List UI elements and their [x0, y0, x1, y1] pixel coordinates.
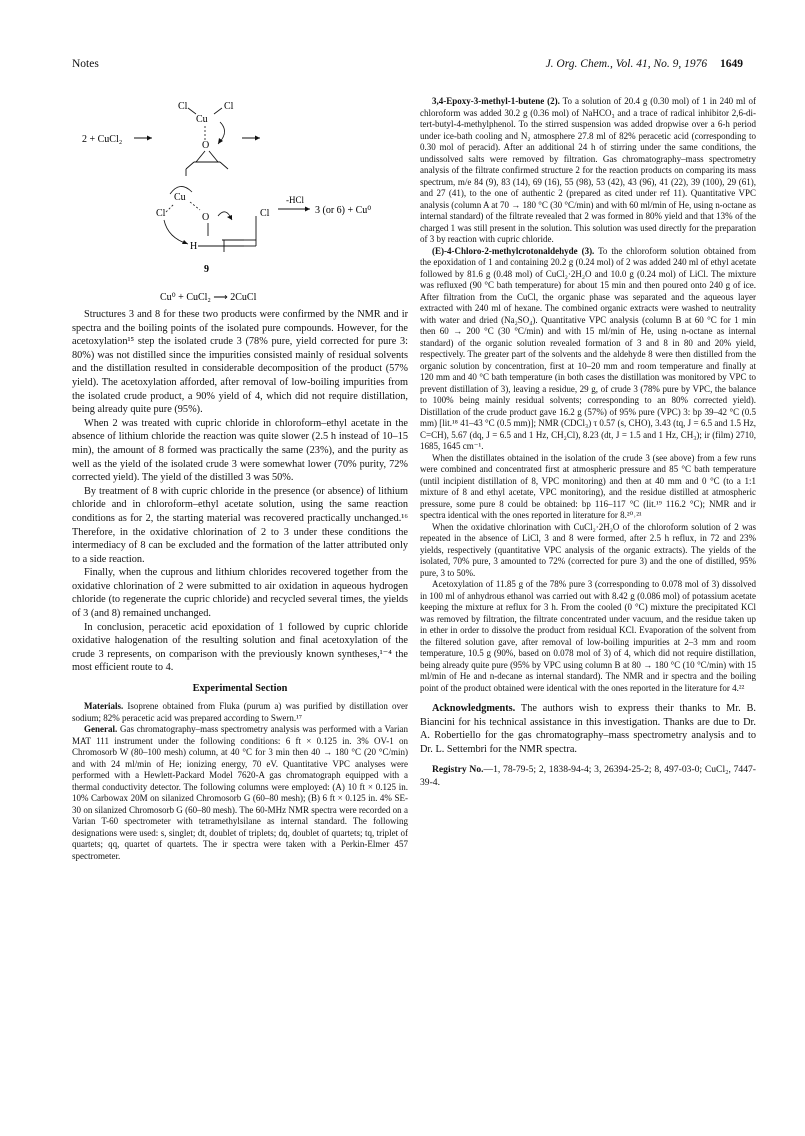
- scheme-o-mid: O: [202, 212, 210, 223]
- scheme-h-mid: H: [190, 241, 198, 252]
- acknowledgments: [420, 702, 756, 756]
- paragraph: [420, 764, 756, 788]
- paragraph: [420, 702, 756, 756]
- ack-body: The authors wish to express their thanks to Mr. B. Biancini for his technical assistance in this investigation. Thanks are due to Dr. A. Robertiello for the gas chromatography–mass spectrometry analysis and to Dr. L. Settembri for the NMR spectra.: [420, 703, 756, 755]
- left-column: [72, 96, 408, 862]
- scheme-cu-top: Cu: [196, 114, 208, 125]
- experimental-text: [72, 701, 408, 862]
- paragraph-lead: Materials.: [84, 701, 124, 712]
- scheme-cl-right: Cl: [224, 101, 234, 112]
- right-column: [420, 96, 756, 789]
- paragraph: [72, 724, 408, 862]
- ack-lead: Acknowledgments.: [432, 703, 516, 714]
- registry-lead: Registry No.: [432, 764, 484, 776]
- paragraph-lead: General.: [84, 724, 118, 735]
- scheme-cu-mid: Cu: [174, 192, 186, 203]
- scheme-elim-label: -HCl: [286, 195, 304, 205]
- paragraph-body: When the oxidative chlorination with CuCl₂·2H₂O of the chloroform solution of 2 was repeated in the absence of LiCl, 3 and 8 were formed, after 2.5 h reflux, in 72 and 23% yields, respectively (quantitative VPC analysis of the organic extracts). The yields of the isolated, 70% pure, 3 amounted to 72% (corrected for pure 3) and the one of distilled, 95% pure, 3 to 50%.: [420, 521, 756, 578]
- scheme-redox: Cu⁰ + CuCl₂ ⟶ 2CuCl: [160, 292, 257, 303]
- paragraph: Structures 3 and 8 for these two products were confirmed by the NMR and ir spectra and the boiling points of the isolated pure compounds. However, for the acetoxylation¹⁵ step the isolated crude 3 (78% pure, yield corrected for pure 3: 80%) was not distilled since the impurities consisted mainly of residual solvents and the distillation resulted in considerable decomposition of the product (57% yield). The acetoxylation afforded, after removal of low-boiling impurities from the isolated crude product, a 90% yield of 4, which did not require distillation, being already quite pure (95%).: [72, 309, 408, 416]
- reaction-scheme-drawing: [72, 96, 408, 308]
- paragraph-body: Gas chromatography–mass spectrometry analysis was performed with a Varian MAT 111 instrument under the following conditions: 6 ft × 0.125 in. 3% OV-1 on Chromosorb W (80–100 mesh) column, at 40 °C for 3 min then 40 → 180 °C (20 °C/min) and with 24 ml/min of He; ionizing energy, 70 eV. Quantitative VPC analyses were performed with a Hewlett-Packard Model 7620-A gas chromatograph equipped with a thermal conductivity detector. The following columns were employed: (A) 10 ft × 0.125 in. 10% Carbowax 20M on silanized Chromosorb G (60–80 mesh); (B) 6 ft × 0.125 in. 4% SE-30 on silanized Chromosorb G (60–80 mesh). The 60-MHz NMR spectra were recorded on a Varian T-60 spectrometer with tetramethylsilane as internal standard. The following designations were used: s, singlet; dt, doublet of triplets; dq, doublet of quartets; tq, triplet of quartets; qq, quartet of quartets. The ir spectra were taken with a Perkin-Elmer 457 spectrometer.: [72, 724, 408, 861]
- paragraph-lead: 3,4-Epoxy-3-methyl-1-butene (2).: [432, 96, 560, 106]
- running-header-right: [546, 58, 743, 70]
- paragraph: [420, 96, 756, 246]
- paragraph-body: Isoprene obtained from Fluka (purum a) was purified by distillation over sodium; 82% peracetic acid was prepared according to Swern.¹⁷: [72, 701, 408, 723]
- scheme-compound-number: 9: [204, 264, 209, 275]
- paragraph: [420, 453, 756, 522]
- discussion-text: [72, 308, 408, 675]
- reaction-scheme: [72, 96, 408, 308]
- paragraph-body: Acetoxylation of 11.85 g of the 78% pure 3 (corresponding to 0.078 mol of 3) dissolved in 100 ml of anhydrous ethanol was carried out with 8.42 g (0.086 mol) of potassium acetate keeping the mixture at reflux for 3 h. From the cooled (0 °C) mixture the precipitated KCl was removed by filtration, the filtrate concentrated under vacuum, and the residue taken up in ether in order to dissolve the product from residual KCl. Evaporation of the solvent from the filtered solution gave, after removal of low-boiling impurities at 2–3 mm and room temperature, 10.5 g (90%, based on 0.078 mol of 3) of 4, which did not require distillation, being already quite pure (95% by VPC using column B at 80 → 180 °C (10 °C/min) with 15 ml/min of He and n-decane as internal standard). The NMR and ir spectra and the boiling point of the product obtained were identical with the ones reported in the literature for 4.²²: [420, 579, 756, 693]
- paragraph-body: When the distillates obtained in the isolation of the crude 3 (see above) from a few runs were combined and concentrated first at atmospheric pressure and 85 °C bath temperature (until incipient distillation of 8, VPC monitoring) and then at 40 mm and 0 °C (to a 1:1 mixture of 8 and ethyl acetate, VPC monitoring), and the residue distilled at atmospheric pressure, some pure 8 could be obtained: bp 116–117 °C (lit.¹⁹ 116.2 °C); NMR and ir spectra identical with the ones reported in literature for 8.²⁰˒²¹: [420, 452, 756, 520]
- section-heading: Experimental Section: [192, 683, 288, 695]
- scheme-cl-left: Cl: [178, 101, 188, 112]
- scheme-cl-mid-right: Cl: [260, 208, 270, 219]
- registry-body: —1, 78-79-5; 2, 1838-94-4; 3, 26394-25-2; 8, 497-03-0; CuCl₂, 7447-39-4.: [420, 764, 756, 788]
- registry-numbers: [420, 764, 756, 788]
- journal-volume: Vol. 41, No. 9, 1976: [615, 58, 708, 70]
- paragraph: [72, 701, 408, 724]
- paragraph: [420, 522, 756, 580]
- paragraph: By treatment of 8 with cupric chloride in the presence (or absence) of lithium chloride and in chloroform–ethyl acetate solution, using the same reaction conditions as for 2, the starting material was recovered practically unchanged.¹⁶ Therefore, in the oxidative chlorination of 2 to 3 under these conditions the intermediacy of 8 can be excluded and the formation of the latter attributed only to a side reaction.: [72, 485, 408, 565]
- scheme-product: 3 (or 6) + Cu⁰: [315, 205, 372, 216]
- paragraph: Finally, when the cuprous and lithium chlorides recovered together from the oxidative chlorination of 2 were submitted to air oxidation in aqueous hydrogen chloride (to regenerate the cupric chloride) and recycled several times, the yields of 3 (and 8) remained unchanged.: [72, 567, 408, 620]
- page-number: 1649: [720, 58, 743, 70]
- paragraph: [420, 579, 756, 694]
- scheme-reactants: 2 + CuCl₂: [82, 134, 123, 145]
- scheme-cl-mid-left: Cl: [156, 208, 166, 219]
- running-header-left: Notes: [72, 58, 99, 70]
- paragraph-lead: (E)-4-Chloro-2-methylcrotonaldehyde (3).: [432, 245, 595, 256]
- paragraph-body: To the chloroform solution obtained from the epoxidation of 1 and containing 20.2 g (0.24 mol) of 2 was added 240 ml of ethyl acetate followed by 81.6 g (0.48 mol) of CuCl₂·2H₂O and 10.0 g (0.24 mol) of LiCl. The mixture was refluxed (90 °C bath temperature) for about 15 min and then poured onto 240 g of ice. After filtration from the CuCl, the organic phase was separated and the aqueous layer extracted with 240 ml of hexane. The combined organic extracts were washed to neutrality with water and dried (Na₂SO₄). Quantitative VPC analysis (column B at 60 °C for 1 min then 60 → 200 °C (30 °C/min) and with 15 ml/min of He, using n-octane as internal standard) of the organic solution revealed formation of 3 and 8 in 80 and 20% yield, respectively. The greater part of the solvents and the aldehyde 8 were then distilled from the organic solution by concentration, first at 10–20 mm and room temperature and finally at 120 mm and 40 °C bath temperature (in both cases the distillation was monitored by VPC to prevent distillation of 3), leaving a residue, 29 g, of crude 3 (78% pure by VPC, the balance to 100% being mainly residual solvents; corresponding to an 80% corrected yield). Distillation of the crude product gave 16.2 g (57%) of 95% pure (VPC) 3: bp 39–42 °C (0.5 mm) [lit.¹⁸ 41–43 °C (0.5 mm)]; NMR (CDCl₃) τ 0.57 (s, CHO), 3.43 (tq, J = 6.5 and 1.5 Hz, C=CH), 5.67 (dq, J = 6.5 and 1 Hz, CH₂Cl), 8.23 (dt, J = 1.5 and 1 Hz, CH₃); ir (film) 2710, 1685, 1645 cm⁻¹.: [420, 245, 756, 451]
- paragraph: In conclusion, peracetic acid epoxidation of 1 followed by cupric chloride oxidative halogenation of the resulting solution and final acetoxylation of the crude 3 represents, on comparison with the previously known syntheses,¹⁻⁴ the most efficient route to 4.: [72, 621, 408, 674]
- paragraph: [420, 246, 756, 453]
- scheme-o-top: O: [202, 140, 210, 151]
- paragraph-body: To a solution of 20.4 g (0.30 mol) of 1 in 240 ml of chloroform was added 30.2 g (0.36 mol) of NaHCO₃ and a trace of radical inhibitor 2,6-di-tert-butyl-4-methylphenol. To the stirred suspension was added dropwise over a 6-h period under ice-bath cooling and N₂ atmosphere 27.8 ml of 82% peracetic acid (corresponding to 0.30 mol of peracid). After an additional 24 h of stirring under the same conditions, the undissolved salts were removed by filtration. Gas chromatography–mass spectrometry analysis of the filtrate confirmed structure 2 for the reaction products on comparing its mass spectrum, m/e 84 (9), 83 (14), 69 (16), 55 (98), 53 (42), 43 (96), 41 (22), 39 (100), 29 (61), and 27 (41), to the one of authentic 2 (prepared as cited under ref 11). Quantitative VPC analysis (column A at 70 → 180 °C (30 °C/min) and with 60 ml/min of He, using n-octane as internal standard) of the filtrate revealed that 2 was formed in 80% yield and that 13% of the charged 1 was still present in the solution. This solution was used directly for the preparation of 3 by reaction with cupric chloride.: [420, 96, 756, 244]
- journal-name: J. Org. Chem.,: [545, 58, 613, 70]
- paragraph: When 2 was treated with cupric chloride in chloroform–ethyl acetate in the absence of lithium chloride the reaction was quite slower (2.5 h instead of 10–15 min), the amount of 8 formed was practically the same (23%), and the purity as well as the yield of the isolated crude 3 were somewhat lower (70% purity, 72% corrected yield). The yield of the distilled 3 was 50%.: [72, 417, 408, 484]
